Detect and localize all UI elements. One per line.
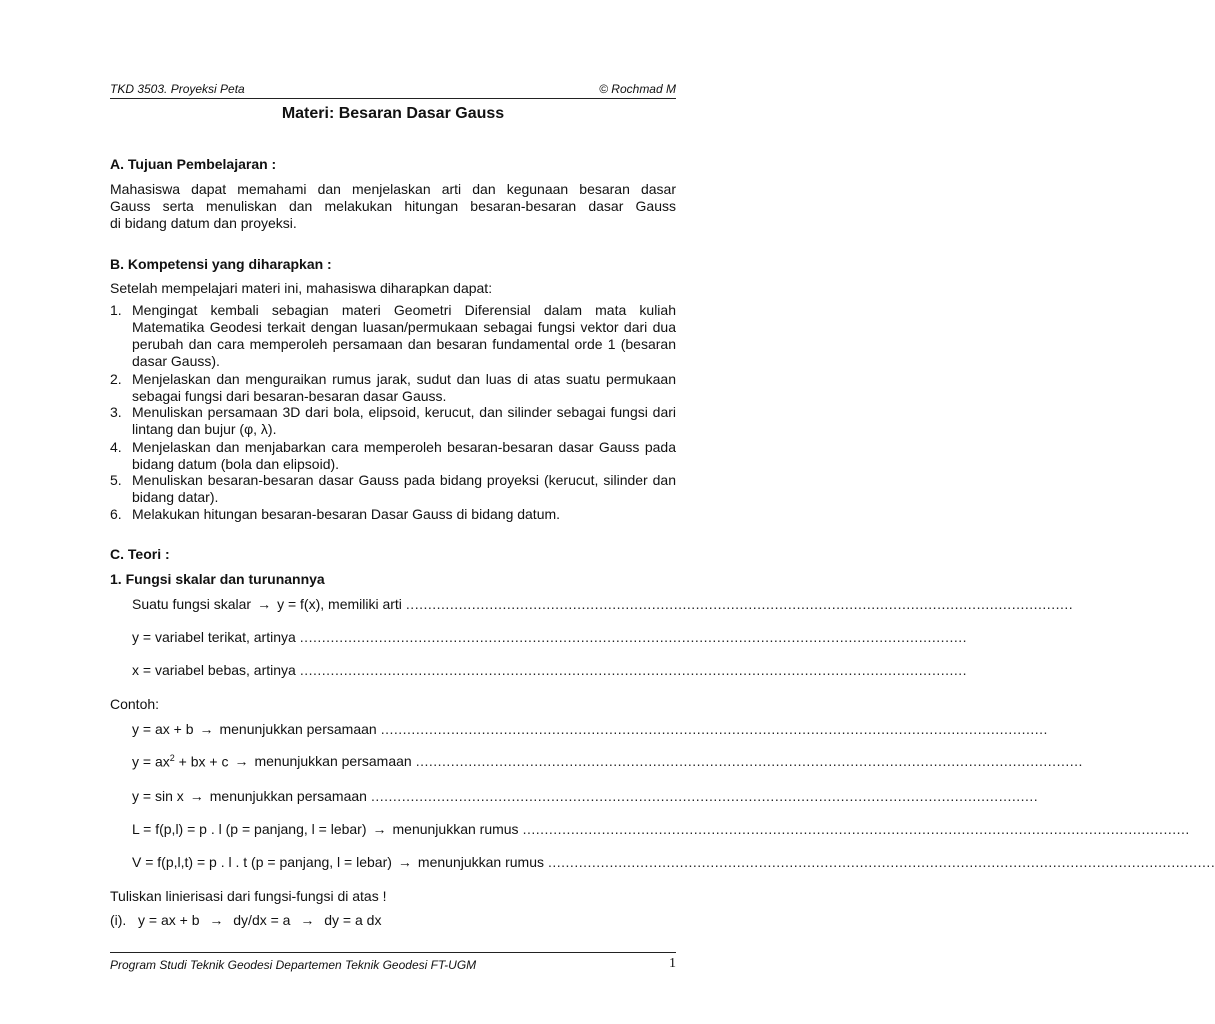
example-row <box>132 821 1190 837</box>
definition-row <box>132 629 968 645</box>
exponent: 2 <box>169 753 175 763</box>
arrow-icon: → <box>372 821 387 837</box>
definition-text: y = variabel terikat, artinya <box>132 629 296 645</box>
equation-part: y = ax <box>132 753 170 770</box>
answer-label: (i). <box>110 912 127 928</box>
list-text: Melakukan hitungan besaran-besaran Dasar Gauss di bidang datum. <box>132 506 561 522</box>
section-a-heading: A. Tujuan Pembelajaran : <box>110 156 277 172</box>
section-c-heading: C. Teori : <box>110 546 170 562</box>
list-item <box>110 302 676 370</box>
page-footer <box>110 958 676 972</box>
page-title: Materi: Besaran Dasar Gauss <box>281 105 505 122</box>
example-row <box>132 788 1039 804</box>
fill-in-blank: ........................................................................................................................................................ <box>370 788 1039 804</box>
arrow-icon: → <box>257 596 272 612</box>
section-b-intro: Setelah mempelajari materi ini, mahasiswa diharapkan dapat: <box>110 280 493 296</box>
header-author: © Rochmad M <box>599 82 676 96</box>
list-number: 2. <box>110 371 122 387</box>
list-number: 4. <box>110 439 122 455</box>
list-text: Menuliskan persamaan 3D dari bola, elipsoid, kerucut, dan silinder sebagai fungsi dari lintang dan bujur (φ, λ). <box>132 404 676 437</box>
exercise-answer <box>110 912 381 928</box>
example-label: Contoh: <box>110 696 160 712</box>
list-number: 1. <box>110 302 122 318</box>
arrow-icon: → <box>209 912 224 928</box>
fill-in-blank: ........................................................................................................................................................ <box>405 596 1074 612</box>
fill-in-blank: ........................................................................................................................................................ <box>299 629 968 645</box>
arrow-icon: → <box>300 912 315 928</box>
list-text: Menjelaskan dan menjabarkan cara memperoleh besaran-besaran dasar Gauss pada bidang datum (bola dan elipsoid). <box>132 439 676 472</box>
fill-in-blank: ........................................................................................................................................................ <box>547 854 1215 870</box>
para-line: Mahasiswa dapat memahami dan menjelaskan arti dan kegunaan besaran dasar <box>110 181 676 197</box>
example-text: menunjukkan persamaan <box>209 788 367 804</box>
list-item <box>110 472 676 506</box>
header-rule <box>110 98 676 99</box>
example-text: menunjukkan rumus <box>417 854 544 870</box>
section-a-paragraph <box>110 181 676 232</box>
fill-in-blank: ........................................................................................................................................................ <box>299 662 968 678</box>
exercise-prompt: Tuliskan linierisasi dari fungsi-fungsi di atas ! <box>110 888 387 904</box>
header-course: TKD 3503. Proyeksi Peta <box>110 82 245 96</box>
definition-row <box>132 662 968 678</box>
arrow-icon: → <box>234 753 249 769</box>
arrow-icon: → <box>199 721 214 737</box>
equation: dy = a dx <box>324 912 382 928</box>
example-row <box>132 721 1048 737</box>
equation: L = f(p,l) = p . l (p = panjang, l = lebar) <box>132 821 367 837</box>
equation: V = f(p,l,t) = p . l . t (p = panjang, l = lebar) <box>132 854 392 870</box>
example-text: menunjukkan rumus <box>392 821 519 837</box>
list-text: Menuliskan besaran-besaran dasar Gauss pada bidang proyeksi (kerucut, silinder dan bidang datar). <box>132 472 676 505</box>
definition-text: y = f(x), memiliki arti <box>277 596 402 612</box>
list-item <box>110 371 676 405</box>
equation: y = ax + b <box>138 912 200 928</box>
section-b-heading: B. Kompetensi yang diharapkan : <box>110 256 332 272</box>
arrow-icon: → <box>189 788 204 804</box>
list-text: Menjelaskan dan menguraikan rumus jarak, sudut dan luas di atas suatu permukaan sebagai fungsi dari besaran-besaran dasar Gauss. <box>132 371 676 404</box>
example-text: menunjukkan persamaan <box>219 721 377 737</box>
page-number: 1 <box>669 956 676 971</box>
fill-in-blank: ........................................................................................................................................................ <box>522 821 1190 837</box>
para-line: Gauss serta menuliskan dan melakukan hitungan besaran-besaran dasar Gauss <box>110 198 676 214</box>
equation <box>132 753 228 770</box>
list-number: 6. <box>110 506 122 522</box>
definition-text: Suatu fungsi skalar <box>132 596 252 612</box>
list-item <box>110 439 676 473</box>
list-item <box>110 506 676 523</box>
definition-text: x = variabel bebas, artinya <box>132 662 296 678</box>
list-item <box>110 404 676 438</box>
equation-part: + bx + c <box>174 753 229 770</box>
example-row <box>132 854 1215 870</box>
example-text: menunjukkan persamaan <box>254 753 412 769</box>
list-text: Mengingat kembali sebagian materi Geometri Diferensial dalam mata kuliah Matematika Geodesi terkait dengan luasan/permukaan sebagai fungsi vektor dari dua perubah dan cara memperoleh persamaan dan besaran fundamental orde 1 (besaran dasar Gauss). <box>132 302 676 369</box>
subsection-heading: 1. Fungsi skalar dan turunannya <box>110 571 325 587</box>
para-line: di bidang datum dan proyeksi. <box>110 215 297 231</box>
fill-in-blank: ........................................................................................................................................................ <box>380 721 1048 737</box>
footer-rule <box>110 952 676 953</box>
equation: y = ax + b <box>132 721 194 737</box>
list-number: 3. <box>110 404 122 420</box>
equation: y = sin x <box>132 788 184 804</box>
arrow-icon: → <box>397 854 412 870</box>
definition-row <box>132 596 1074 612</box>
list-number: 5. <box>110 472 122 488</box>
equation: dy/dx = a <box>233 912 291 928</box>
footer-text: Program Studi Teknik Geodesi Departemen Teknik Geodesi FT-UGM <box>110 958 477 972</box>
fill-in-blank: ........................................................................................................................................................ <box>415 753 1083 769</box>
example-row <box>132 753 1083 770</box>
